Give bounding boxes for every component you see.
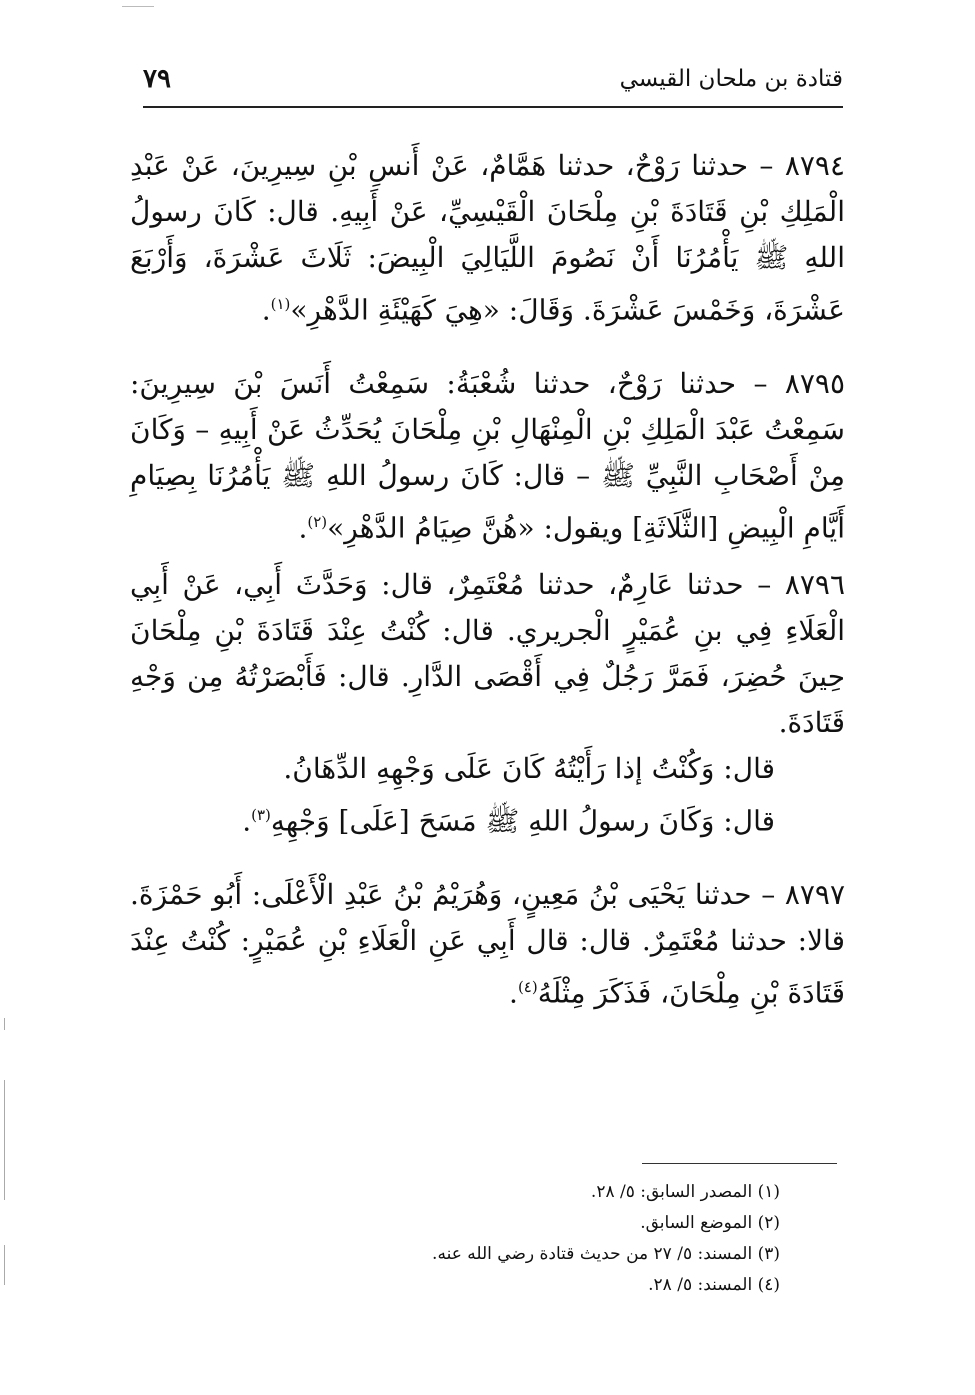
- footnote-4: (٤) المسند: ٥/ ٢٨.: [648, 1275, 780, 1295]
- footnote-ref: (٣): [251, 805, 271, 824]
- hadith-entry-8797: [130, 872, 845, 1016]
- entry-tail: .: [298, 511, 308, 545]
- footnotes: [380, 1177, 780, 1301]
- entry-tail: .: [509, 976, 518, 1010]
- hadith-entry-8795: [130, 361, 845, 551]
- entry-text: ٨٧٩٧ – حدثنا يَحْيَى بْنُ مَعِينٍ، وَهُرَيْمُ بْنُ عَبْدِ الْأَعْلَى: أَبُو حَمْزَةَ. قالا: حدثنا مُعْتَمِرٌ. قال: قال أَبِي عَنِ الْعَلَاءِ بْنِ عُمَيْرٍ: كُنْتُ عِنْدَ قَتَادَةَ بْنِ مِلْحَانَ، فَذَكَرَ مِثْلَهُ: [130, 877, 845, 1010]
- scan-edge-mark: [4, 1080, 5, 1200]
- footnote-ref: (٤): [517, 977, 538, 996]
- footnote-1: (١) المصدر السابق: ٥/ ٢٨.: [590, 1182, 780, 1202]
- paragraph-text: قال: وَكُنْتُ إذا رَأَيْتُهُ كَانَ عَلَى وَجْهِهِ الدِّهَانُ.: [283, 751, 775, 785]
- footnote-ref: (١): [270, 295, 291, 313]
- hadith-entry-8794: [130, 143, 845, 333]
- footnote-ref: (٢): [307, 513, 328, 532]
- page-number: ٧٩: [143, 64, 171, 94]
- footnote-rule: [642, 1163, 837, 1164]
- entry-tail: .: [261, 293, 271, 327]
- footnote-2: (٢) الموضع السابق.: [640, 1213, 780, 1233]
- main-text: [130, 143, 845, 1026]
- entry-text: ٨٧٩٤ – حدثنا رَوْحٌ، حدثنا هَمَّامٌ، عَنْ أَنسِ بْنِ سِيرِينَ، عَنْ عَبْدِ الْمَلِكِ بْنِ قَتَادَةَ بْنِ مِلْحَانَ الْقَيْسِيِّ، عَنْ أَبِيهِ. قال: كَانَ رسولُ اللهِ ﷺ يَأْمُرُنَا أَنْ نَصُومَ اللَّيَالِيَ الْبِيضَ: ثَلَاثَ عَشْرَةَ، وَأَرْبَعَ عَشْرَةَ، وَخَمْسَ عَشْرَةَ. وَقَالَ: «هِيَ كَهَيْئَةِ الدَّهْرِ»: [130, 149, 845, 327]
- entry-text: ٨٧٩٦ – حدثنا عَارِمٌ، حدثنا مُعْتَمِرٌ، قال: وَحَدَّثَ أَبِي، عَنْ أَبِي الْعَلَاءِ فِي بنِ عُمَيْرٍ الْجريري. قال: كُنْتُ عِنْدَ قَتَادَةَ بْنِ مِلْحَانَ حِينَ حُضِرَ، فَمَرَّ رَجُلٌ فِي أَقْصَى الدَّارِ. قال: فَأَبْصَرْتُهُ مِن وَجْهِ قَتَادَةَ.: [130, 567, 845, 739]
- footnote-3: (٣) المسند: ٥/ ٢٧ من حديث قتادة رضي الله عنه.: [432, 1244, 780, 1264]
- running-title: قتادة بن ملحان القيسي: [619, 66, 843, 92]
- scan-edge-mark: [4, 1018, 5, 1030]
- scan-mark: [122, 6, 154, 7]
- entry-paragraph: [130, 792, 845, 844]
- hadith-entry-8796: [130, 562, 845, 844]
- scan-edge-mark: [4, 1245, 5, 1285]
- paragraph-text: قال: وَكَانَ رسولُ اللهِ ﷺ مَسَحَ [عَلَى] وَجْهِهِ: [270, 803, 775, 837]
- paragraph-tail: .: [242, 803, 252, 837]
- page-header: [143, 64, 843, 104]
- entry-paragraph: [130, 746, 845, 792]
- entry-text: ٨٧٩٥ – حدثنا رَوْحٌ، حدثنا شُعْبَةُ: سَمِعْتُ أَنَسَ بْنَ سِيرِينَ: سَمِعْتُ عَبْدَ الْمَلِكِ بْنِ الْمِنْهَالِ بْنِ مِلْحَانَ يُحَدِّثُ عَنْ أَبِيهِ – وَكَانَ مِنْ أَصْحَابِ النَّبِيِّ ﷺ – قال: كَانَ رسولُ اللهِ ﷺ يَأْمُرُنَا بِصِيَامِ أَيَّامِ الْبِيضِ [الثَّلَاثَةِ] ويقول: «هُنَّ صِيَامُ الدَّهْرِ»: [130, 367, 845, 545]
- header-rule: [143, 106, 843, 108]
